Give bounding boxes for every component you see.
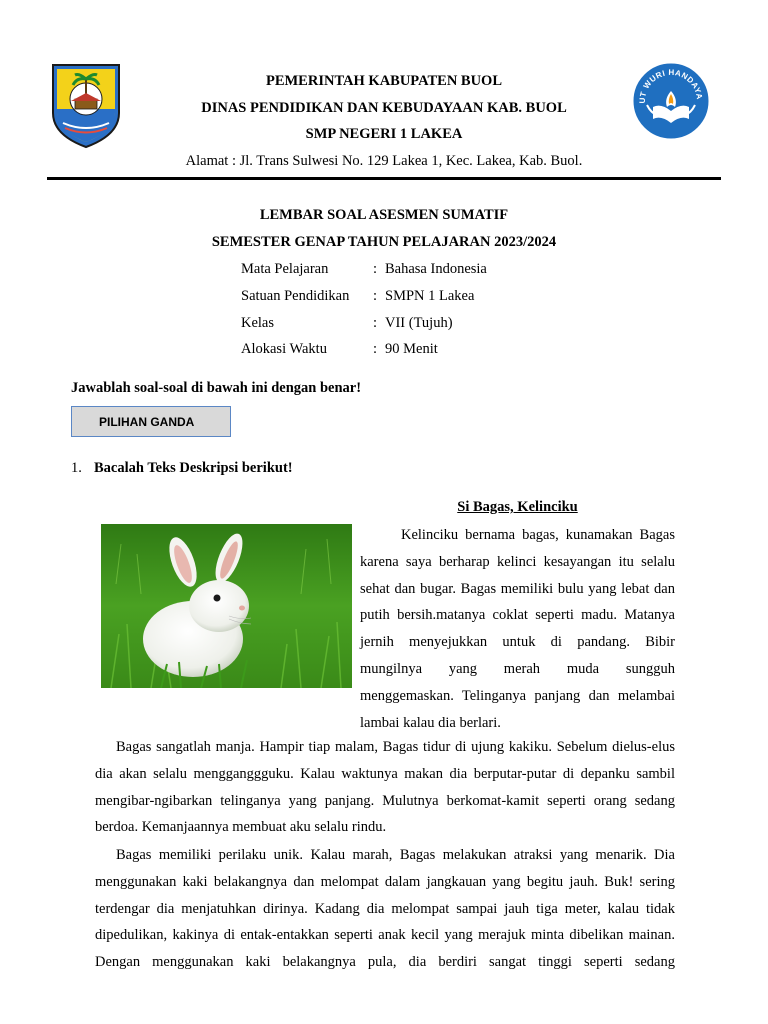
meta-colon: : — [373, 315, 378, 331]
instruction-text: Jawablah soal-soal di bawah ini dengan benar! — [71, 380, 362, 396]
meta-label: Mata Pelajaran — [241, 261, 329, 277]
letterhead-divider — [47, 177, 721, 180]
meta-colon: : — [373, 341, 378, 357]
meta-colon: : — [373, 261, 378, 277]
meta-value: VII (Tujuh) — [385, 315, 453, 331]
meta-label: Alokasi Waktu — [241, 341, 327, 357]
meta-label: Satuan Pendidikan — [241, 288, 350, 304]
document-title: LEMBAR SOAL ASESMEN SUMATIF — [259, 207, 509, 223]
story-title: Si Bagas, Kelinciku — [457, 499, 578, 515]
meta-label: Kelas — [241, 315, 275, 331]
header-government-line: PEMERINTAH KABUPATEN BUOL — [265, 73, 503, 89]
header-department-line: DINAS PENDIDIKAN DAN KEBUDAYAAN KAB. BUOL — [201, 100, 567, 116]
question-number: 1. — [71, 460, 82, 476]
story-paragraph: Bagas memiliki perilaku unik. Kalau marah, Bagas melakukan atraksi yang menarik. Dia menggunakan kaki belakangnya dan melompat dalam jangkauan yang begitu jauh. Buk! sering terdengar dia menjatuhkan dirinya. Kadang dia melompat sampai jauh tiga meter, kalau tidak dipedulikan, kakinya di entak-entakkan seperti anak kecil yang merajuk minta dibelikan mainan. Dengan menggunakan kaki belakangnya pula, dia berdiri sangat tinggi seperti sedang — [95, 847, 675, 971]
meta-colon: : — [373, 288, 378, 304]
story-paragraph: Bagas sangatlah manja. Hampir tiap malam, Bagas tidur di ujung kakiku. Sebelum dielus-elus dia akan selalu mengganggguku. Kalau waktunya makan dia berputar-putar di depanku sambil mengibar-ngibarkan telinganya yang panjang. Mulutnya berkomat-kamit seperti orang sedang berdoa. Kemanjaannya membuat aku selalu rindu. — [95, 739, 675, 836]
header-school-name: SMP NEGERI 1 LAKEA — [305, 126, 463, 142]
meta-value: 90 Menit — [385, 341, 438, 357]
question-text: Bacalah Teks Deskripsi berikut! — [94, 460, 293, 476]
meta-value: Bahasa Indonesia — [385, 261, 487, 277]
section-label-box: PILIHAN GANDA — [71, 406, 231, 437]
meta-value: SMPN 1 Lakea — [385, 288, 475, 304]
story-paragraph: Kelinciku bernama bagas, kunamakan Bagas karena saya berharap kelinci kesayangan itu selalu sehat dan bugar. Bagas memiliki bulu yang lebat dan putih bersih.matanya coklat seperti madu. Matanya jernih menyejukkan untuk di pandang. Bibir mungilnya yang merah muda sungguh menggemaskan. Telinganya panjang dan melambai lambai kalau dia berlari. — [360, 527, 675, 731]
svg-text:TUT WURI HANDAYANI: UT WURI HANDAYA — [637, 67, 705, 104]
document-subtitle: SEMESTER GENAP TAHUN PELAJARAN 2023/2024 — [211, 234, 557, 250]
rabbit-photo — [101, 524, 352, 688]
header-address: Alamat : Jl. Trans Sulwesi No. 129 Lakea 1, Kec. Lakea, Kab. Buol. — [185, 153, 583, 169]
